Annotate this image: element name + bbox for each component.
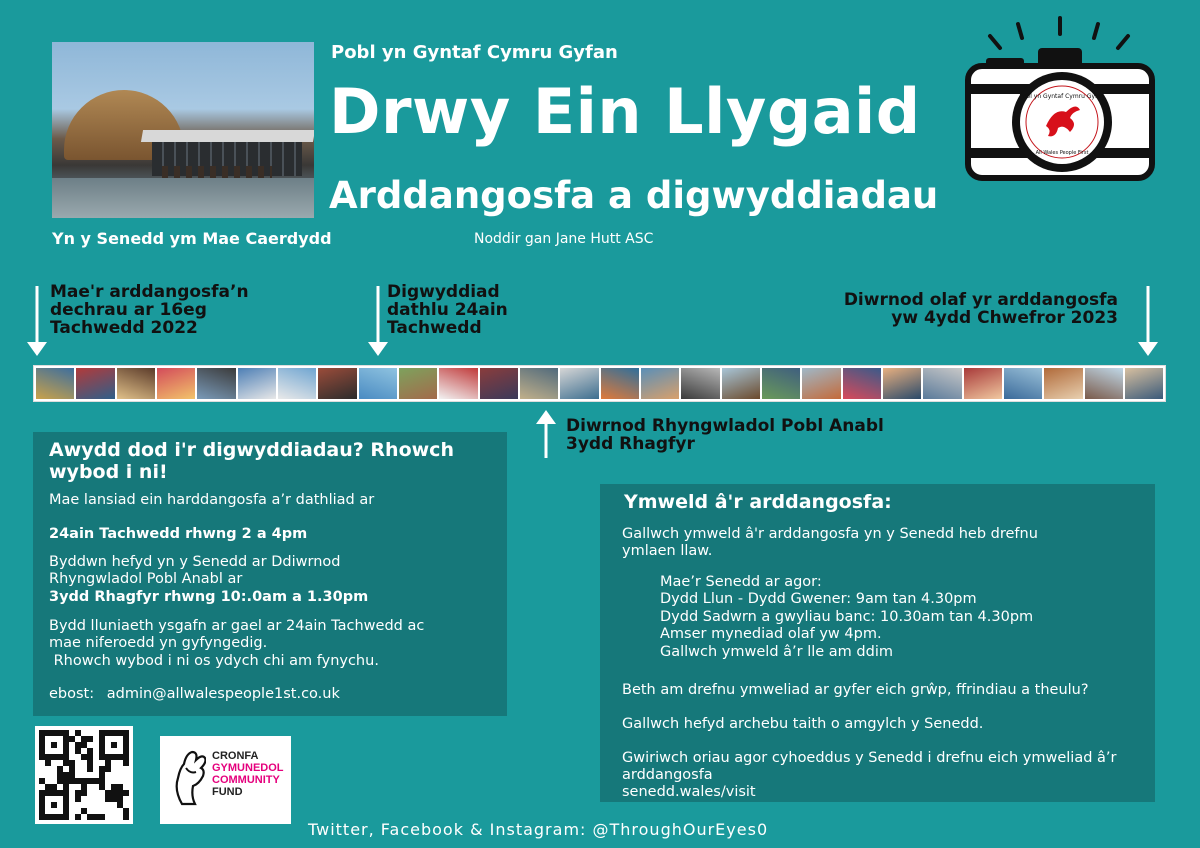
arrow-down-icon xyxy=(26,286,48,358)
arrow-up-icon xyxy=(535,410,557,458)
group-visit-text: Beth am drefnu ymweliad ar gyfer eich grŵp, ffrindiau a theulu? xyxy=(622,682,1089,698)
strip-photo xyxy=(843,368,881,399)
strip-photo xyxy=(439,368,477,399)
timeline-start-label: Mae'r arddangosfa’n dechrau ar 16eg Tachwedd 2022 xyxy=(50,282,249,338)
visit-url-link[interactable]: senedd.wales/visit xyxy=(622,784,756,800)
check-hours-text: Gwiriwch oriau agor cyhoeddus y Senedd i drefnu eich ymweliad â’r arddangosfa xyxy=(622,750,1117,784)
strip-photo xyxy=(681,368,719,399)
timeline-celebration-label: Digwyddiad dathlu 24ain Tachwedd xyxy=(387,282,508,338)
strip-photo xyxy=(117,368,155,399)
visit-title: Ymweld â'r arddangosfa: xyxy=(624,491,892,513)
strip-photo xyxy=(762,368,800,399)
strip-photo xyxy=(197,368,235,399)
timeline-end-label: Diwrnod olaf yr arddangosfa yw 4ydd Chwefror 2023 xyxy=(843,290,1118,328)
camera-ring-text-bottom: All Wales People First xyxy=(1035,150,1089,156)
launch-intro: Mae lansiad ein harddangosfa a’r dathliad ar xyxy=(49,492,375,508)
email-link[interactable]: admin@allwalespeople1st.co.uk xyxy=(106,686,340,702)
page-subtitle: Arddangosfa a digwyddiadau xyxy=(329,174,939,217)
fund-text: CRONFA GYMUNEDOL COMMUNITY FUND xyxy=(212,750,284,799)
strip-photo xyxy=(157,368,195,399)
arrow-down-icon xyxy=(1137,286,1159,358)
org-name: Pobl yn Gyntaf Cymru Gyfan xyxy=(331,42,618,63)
strip-photo xyxy=(923,368,961,399)
opening-hours: Mae’r Senedd ar agor: Dydd Llun - Dydd Gwener: 9am tan 4.30pm Dydd Sadwrn a gwyliau banc: 10.30am tan 4.30pm Amser mynediad olaf yw 4pm. Gallwch ymweld â’r lle am ddim xyxy=(660,574,1034,660)
sponsor-text: Noddir gan Jane Hutt ASC xyxy=(474,231,654,247)
strip-photo xyxy=(359,368,397,399)
qr-code[interactable] xyxy=(35,726,133,824)
page-title: Drwy Ein Llygaid xyxy=(329,75,921,148)
strip-photo xyxy=(238,368,276,399)
strip-photo xyxy=(560,368,598,399)
refreshments-info: Bydd lluniaeth ysgafn ar gael ar 24ain Tachwedd ac mae niferoedd yn gyfyngedig. Rhowch wybod i ni os ydych chi am fynychu. xyxy=(49,618,425,669)
strip-photo xyxy=(1085,368,1123,399)
strip-photo xyxy=(641,368,679,399)
crossed-fingers-icon xyxy=(172,750,206,806)
photo-strip xyxy=(33,365,1166,402)
strip-photo xyxy=(278,368,316,399)
email-label: ebost: xyxy=(49,686,95,702)
strip-photo xyxy=(36,368,74,399)
strip-photo xyxy=(1125,368,1163,399)
strip-photo xyxy=(722,368,760,399)
camera-ring-text: Pobl yn Gyntaf Cymru Gyfan xyxy=(1019,93,1105,100)
strip-photo xyxy=(1004,368,1042,399)
social-media-handles[interactable]: Twitter, Facebook & Instagram: @ThroughOurEyes0 xyxy=(308,820,769,839)
strip-photo xyxy=(964,368,1002,399)
strip-photo xyxy=(802,368,840,399)
camera-logo-icon xyxy=(960,14,1160,182)
strip-photo xyxy=(520,368,558,399)
strip-photo xyxy=(318,368,356,399)
disability-day-info: Byddwn hefyd yn y Senedd ar Ddiwrnod Rhyngwladol Pobl Anabl ar 3ydd Rhagfyr rhwng 10:.0am a 1.30pm xyxy=(49,554,369,605)
community-fund-logo xyxy=(160,736,291,824)
launch-time: 24ain Tachwedd rhwng 2 a 4pm xyxy=(49,526,308,542)
tour-text: Gallwch hefyd archebu taith o amgylch y Senedd. xyxy=(622,716,984,732)
strip-photo xyxy=(76,368,114,399)
visit-intro: Gallwch ymweld â'r arddangosfa yn y Senedd heb drefnu ymlaen llaw. xyxy=(622,526,1038,560)
timeline-disability-day-label: Diwrnod Rhyngwladol Pobl Anabl 3ydd Rhagfyr xyxy=(566,416,884,454)
strip-photo xyxy=(1044,368,1082,399)
visit-panel xyxy=(600,484,1155,802)
events-title: Awydd dod i'r digwyddiadau? Rhowch wybod i ni! xyxy=(49,439,454,483)
strip-photo xyxy=(399,368,437,399)
location-text: Yn y Senedd ym Mae Caerdydd xyxy=(52,229,332,248)
senedd-photo xyxy=(52,42,314,218)
events-panel xyxy=(33,432,507,716)
strip-photo xyxy=(480,368,518,399)
arrow-down-icon xyxy=(367,286,389,358)
strip-photo xyxy=(601,368,639,399)
email-line xyxy=(49,686,340,703)
strip-photo xyxy=(883,368,921,399)
